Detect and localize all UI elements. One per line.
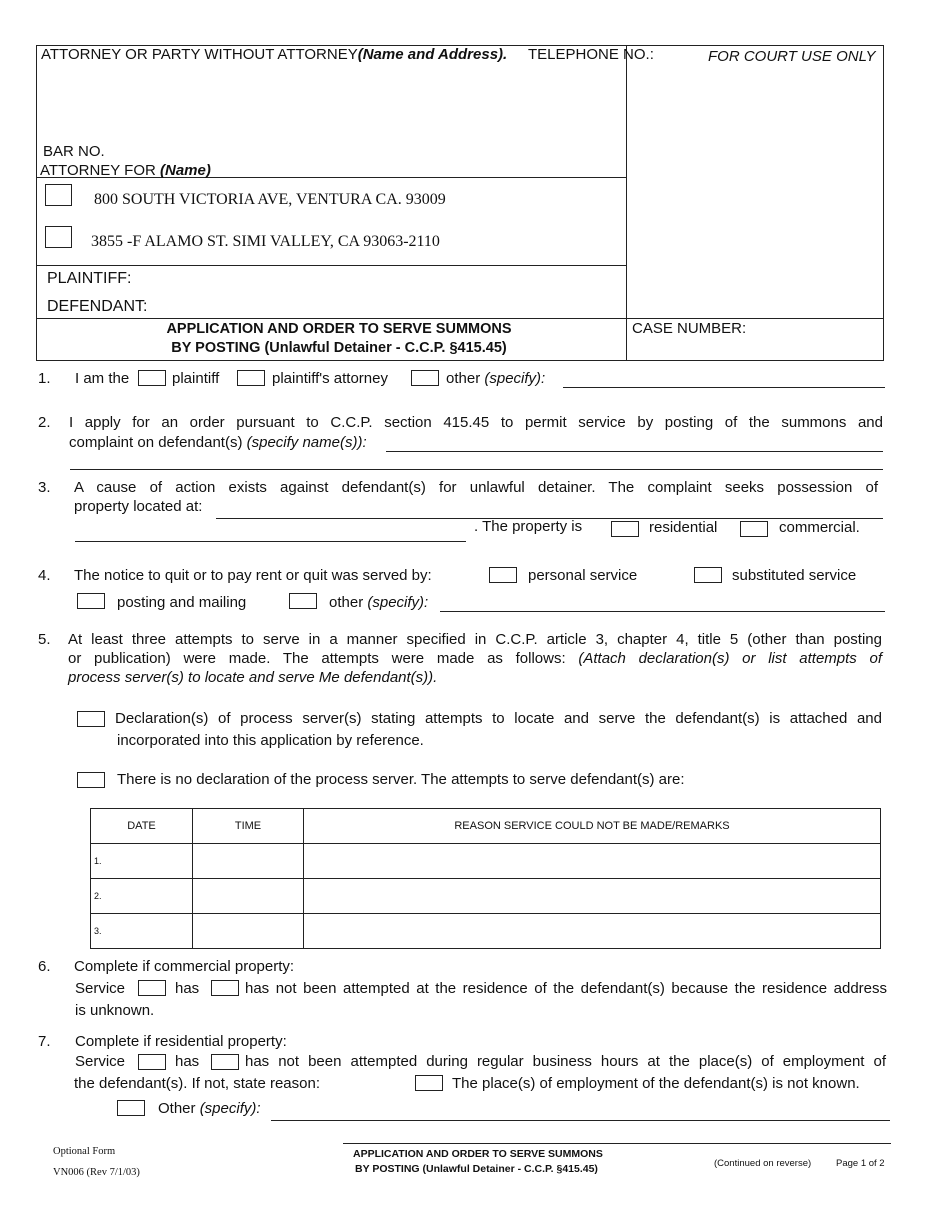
item-1-specify-field[interactable] xyxy=(563,387,885,388)
attorney-for-label: ATTORNEY FOR (Name) xyxy=(40,162,211,179)
item-4-other-checkbox[interactable] xyxy=(289,593,317,609)
reason-header: REASON SERVICE COULD NOT BE MADE/REMARKS xyxy=(304,809,881,844)
time-cell[interactable] xyxy=(193,879,304,914)
item-5-line1: At least three attempts to serve in a manner specified in C.C.P. article 3, chapter 4, title 5 (other than posting xyxy=(68,631,882,648)
no-declaration-text: There is no declaration of the process server. The attempts to serve defendant(s) are: xyxy=(117,771,685,788)
time-cell[interactable] xyxy=(193,844,304,879)
substituted-service-option: substituted service xyxy=(732,567,857,584)
date-header: DATE xyxy=(91,809,193,844)
address-divider xyxy=(36,265,626,266)
form-title-line2: BY POSTING (Unlawful Detainer - C.C.P. §415.45) xyxy=(171,340,507,356)
page-number: Page 1 of 2 xyxy=(836,1158,885,1169)
item-7-service-label: Service xyxy=(75,1053,126,1070)
defendant-names-field-2[interactable] xyxy=(70,469,883,470)
item-3-line1: A cause of action exists against defendant(s) for unlawful detainer. The complaint seeks possession of xyxy=(74,479,878,496)
other-checkbox[interactable] xyxy=(411,370,439,386)
item-6-service-label: Service xyxy=(75,980,126,997)
posting-mailing-checkbox[interactable] xyxy=(77,593,105,609)
personal-service-checkbox[interactable] xyxy=(489,567,517,583)
address-1-checkbox[interactable] xyxy=(45,184,72,206)
row-number[interactable]: 1. xyxy=(91,844,193,879)
form-title-line1: APPLICATION AND ORDER TO SERVE SUMMONS xyxy=(166,321,512,337)
item-6-number: 6. xyxy=(38,958,51,975)
item-3-line2: property located at: xyxy=(74,498,203,515)
no-declaration-checkbox[interactable] xyxy=(77,772,105,788)
item-5-line2: or publication) were made. The attempts were made as follows: (Attach declaration(s) or list attempts of xyxy=(68,650,883,667)
item-1-number: 1. xyxy=(38,370,51,387)
declaration-line1: Declaration(s) of process server(s) stating attempts to locate and serve the defendant(s) is attached and xyxy=(115,710,882,727)
title-divider xyxy=(36,318,884,319)
residential-checkbox[interactable] xyxy=(611,521,639,537)
item-6-rest: has not been attempted at the residence of the defendant(s) because the residence address xyxy=(245,980,887,997)
time-header: TIME xyxy=(193,809,304,844)
item-7-number: 7. xyxy=(38,1033,51,1050)
bar-no-label: BAR NO. xyxy=(43,143,105,160)
item-7-line3: the defendant(s). If not, state reason: xyxy=(74,1075,320,1092)
court-use-label: FOR COURT USE ONLY xyxy=(708,48,876,65)
continued-label: (Continued on reverse) xyxy=(714,1158,812,1169)
row-number[interactable]: 3. xyxy=(91,914,193,949)
table-row xyxy=(91,844,881,879)
declaration-attached-checkbox[interactable] xyxy=(77,711,105,727)
telephone-label: TELEPHONE NO.: xyxy=(528,46,654,63)
attorney-label: ATTORNEY OR PARTY WITHOUT ATTORNEY(Name and Address). xyxy=(41,46,508,63)
case-number-label: CASE NUMBER: xyxy=(632,320,747,337)
item-7-has-checkbox[interactable] xyxy=(138,1054,166,1070)
item-2-line1: I apply for an order pursuant to C.C.P. section 415.45 to permit service by posting of the summons and xyxy=(69,414,883,431)
footer-title-line1: APPLICATION AND ORDER TO SERVE SUMMONS xyxy=(353,1148,603,1160)
item-4-number: 4. xyxy=(38,567,51,584)
employment-unknown-text: The place(s) of employment of the defendant(s) is not known. xyxy=(452,1075,860,1092)
commercial-option: commercial. xyxy=(779,519,860,536)
item-3-number: 3. xyxy=(38,479,51,496)
item-2-line2: complaint on defendant(s) (specify name(s)): xyxy=(69,434,367,451)
address-2-checkbox[interactable] xyxy=(45,226,72,248)
table-header-row xyxy=(91,809,881,844)
item-4-specify-field[interactable] xyxy=(440,611,885,612)
reason-cell[interactable] xyxy=(304,844,881,879)
item-6-has-not-checkbox[interactable] xyxy=(211,980,239,996)
item-7-specify-field[interactable] xyxy=(271,1120,890,1121)
item-2-number: 2. xyxy=(38,414,51,431)
plaintiff-checkbox[interactable] xyxy=(138,370,166,386)
item-7-other-label: Other (specify): xyxy=(158,1100,261,1117)
item-5-line3: process server(s) to locate and serve Me defendant(s)). xyxy=(68,669,438,686)
property-is-label: . The property is xyxy=(474,518,583,535)
attorney-checkbox[interactable] xyxy=(237,370,265,386)
row-number[interactable]: 2. xyxy=(91,879,193,914)
property-address-field-2[interactable] xyxy=(75,541,466,542)
plaintiff-label: PLAINTIFF: xyxy=(47,270,132,287)
item-1-lead: I am the xyxy=(75,370,130,387)
item-7-lead: Complete if residential property: xyxy=(75,1033,287,1050)
address-1: 800 SOUTH VICTORIA AVE, VENTURA CA. 93009 xyxy=(94,191,446,208)
personal-service-option: personal service xyxy=(528,567,638,584)
item-5-number: 5. xyxy=(38,631,51,648)
item-7-has-label: has xyxy=(175,1053,200,1070)
substituted-service-checkbox[interactable] xyxy=(694,567,722,583)
item-7-has-not-checkbox[interactable] xyxy=(211,1054,239,1070)
employment-unknown-checkbox[interactable] xyxy=(415,1075,443,1091)
other-option: other (specify): xyxy=(446,370,546,387)
defendant-names-field[interactable] xyxy=(386,451,883,452)
time-cell[interactable] xyxy=(193,914,304,949)
reason-cell[interactable] xyxy=(304,879,881,914)
item-4-lead: The notice to quit or to pay rent or quit was served by: xyxy=(74,567,432,584)
item-7-rest: has not been attempted during regular business hours at the place(s) of employment of xyxy=(245,1053,886,1070)
posting-mailing-option: posting and mailing xyxy=(117,594,247,611)
optional-form-label: Optional Form xyxy=(53,1146,116,1157)
item-6-line3: is unknown. xyxy=(75,1002,155,1019)
item-6-has-checkbox[interactable] xyxy=(138,980,166,996)
footer-title-line2: BY POSTING (Unlawful Detainer - C.C.P. §415.45) xyxy=(355,1163,598,1175)
address-2: 3855 -F ALAMO ST. SIMI VALLEY, CA 93063-2110 xyxy=(91,233,440,250)
item-6-lead: Complete if commercial property: xyxy=(74,958,295,975)
item-4-other-option: other (specify): xyxy=(329,594,429,611)
item-6-has-label: has xyxy=(175,980,200,997)
attorney-option: plaintiff's attorney xyxy=(272,370,388,387)
table-row xyxy=(91,879,881,914)
residential-option: residential xyxy=(649,519,718,536)
commercial-checkbox[interactable] xyxy=(740,521,768,537)
attempts-table xyxy=(90,808,881,949)
table-row xyxy=(91,914,881,949)
item-7-other-checkbox[interactable] xyxy=(117,1100,145,1116)
reason-cell[interactable] xyxy=(304,914,881,949)
plaintiff-option: plaintiff xyxy=(172,370,220,387)
form-number: VN006 (Rev 7/1/03) xyxy=(53,1167,140,1178)
declaration-line2: incorporated into this application by reference. xyxy=(117,732,424,749)
footer-rule xyxy=(343,1143,891,1144)
defendant-label: DEFENDANT: xyxy=(47,298,148,315)
court-use-divider xyxy=(626,45,627,361)
